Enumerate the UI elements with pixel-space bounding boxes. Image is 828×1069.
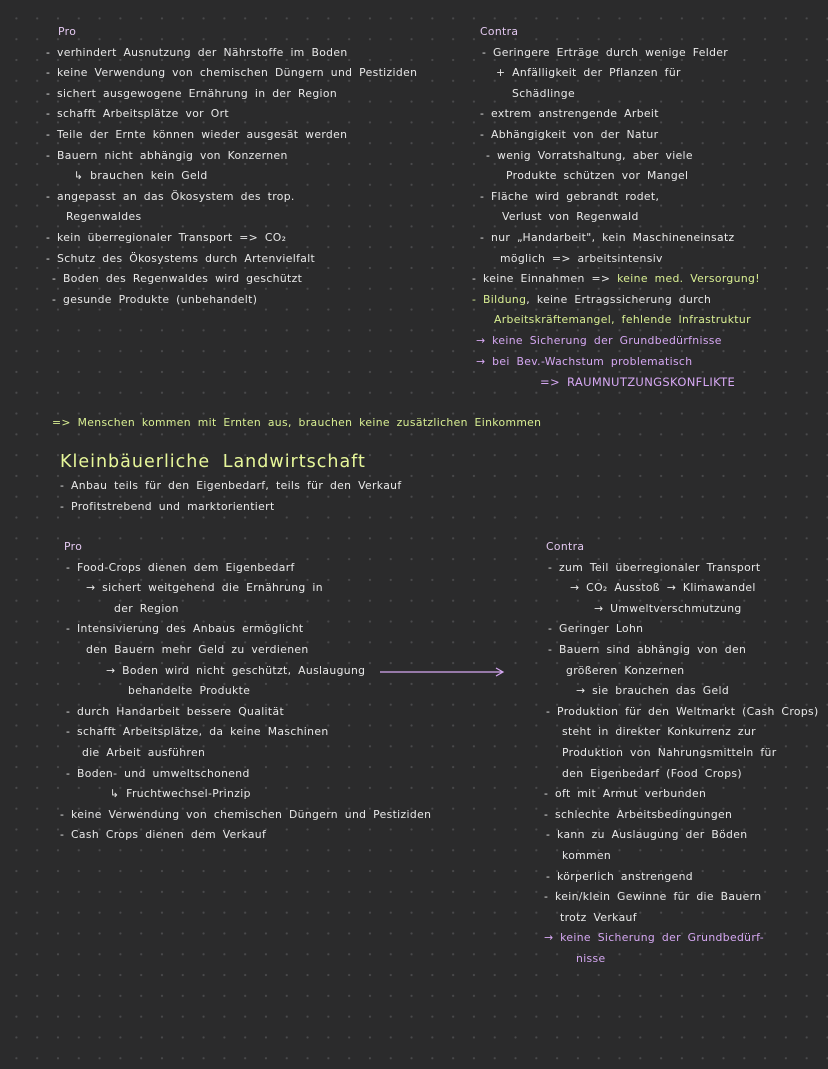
top-contra-item: - Abhängigkeit von der Natur [480, 127, 659, 141]
top-contra-continuation: Verlust von Regenwald [502, 210, 639, 224]
section-contra-continuation: kommen [562, 848, 612, 862]
top-contra-labor-shortage: Arbeitskräftemangel [494, 313, 612, 327]
section-pro-continuation: die Arbeit ausführen [82, 745, 206, 759]
section-pro-item: - Cash Crops dienen dem Verkauf [60, 828, 267, 842]
top-contra-infrastructure: , fehlende Infrastruktur [611, 313, 751, 327]
section-contra-item: - kein/klein Gewinne für die Bauern [544, 890, 762, 904]
top-pro-item: - Teile der Ernte können wieder ausgesät werden [46, 127, 348, 141]
top-contra-yield-security: , keine Ertragssicherung durch [526, 292, 712, 306]
top-contra-education: - Bildung [472, 292, 527, 306]
section-contra-item: - schlechte Arbeitsbedingungen [544, 807, 733, 821]
top-pro-item: - angepasst an das Ökosystem des trop. [46, 189, 295, 203]
top-contra-heading: Contra [480, 25, 519, 38]
section-pro-subitem: → Boden wird nicht geschützt, Auslaugung [106, 663, 366, 677]
section-contra-continuation: trotz Verkauf [560, 910, 637, 924]
section-pro-column [60, 537, 431, 846]
top-pro-column [46, 22, 417, 310]
section-contra-column [540, 537, 819, 969]
section-contra-item: - zum Teil überregionaler Transport [548, 560, 761, 574]
conclusion-text: Menschen kommen mit Ernten aus, brauchen keine zusätzlichen Einkommen [77, 416, 542, 429]
section-pro-item: - Intensivierung des Anbaus ermöglicht [66, 622, 304, 636]
section-contra-subitem: → Umweltverschmutzung [594, 601, 742, 615]
top-pro-item: - schafft Arbeitsplätze vor Ort [46, 107, 229, 121]
section-contra-item: - Bauern sind abhängig von den [548, 642, 747, 656]
top-pro-item: - kein überregionaler Transport => CO₂ [46, 230, 287, 244]
section-contra-heading: Contra [546, 540, 585, 553]
top-contra-item: - Geringere Erträge durch wenige Felder [482, 45, 729, 59]
section-contra-item: - körperlich anstrengend [546, 869, 693, 883]
section-pro-subitem: ↳ Fruchtwechsel-Prinzip [110, 787, 251, 801]
section-pro-heading: Pro [64, 540, 83, 553]
section-pro-item: - keine Verwendung von chemischen Düngern und Pestiziden [60, 807, 432, 821]
top-contra-continuation: Produkte schützen vor Mangel [506, 169, 689, 183]
conclusion-arrow: => [52, 416, 71, 429]
top-pro-item: - Boden des Regenwaldes wird geschützt [52, 272, 303, 286]
top-contra-item [472, 269, 760, 290]
section-contra-item: - Geringer Lohn [548, 622, 644, 636]
section-contra-continuation: steht in direkter Konkurrenz zur [562, 725, 756, 739]
top-contra-no-medical-care: keine med. Versorgung! [617, 272, 760, 286]
top-contra-arrow-population: → bei Bev.-Wachstum problematisch [476, 354, 693, 368]
top-contra-continuation [472, 310, 760, 331]
top-pro-item: - gesunde Produkte (unbehandelt) [52, 292, 258, 306]
section-contra-continuation: nisse [576, 951, 606, 965]
top-pro-item: - keine Verwendung von chemischen Düngern und Pestiziden [46, 66, 418, 80]
section-contra-item: - kann zu Auslaugung der Böden [546, 828, 748, 842]
top-contra-item [472, 290, 760, 311]
top-contra-item: - extrem anstrengende Arbeit [480, 107, 659, 121]
top-contra-item: - Fläche wird gebrandt rodet, [480, 189, 660, 203]
section-pro-item: - schafft Arbeitsplätze, da keine Maschinen [66, 725, 329, 739]
intro-item: - Profitstrebend und marktorientiert [60, 499, 275, 513]
conclusion-line [52, 413, 541, 434]
section-title: Kleinbäuerliche Landwirtschaft [60, 452, 366, 472]
section-contra-continuation: größeren Konzernen [566, 663, 685, 677]
top-contra-column [472, 22, 760, 393]
top-contra-item: + Anfälligkeit der Pflanzen für [496, 66, 681, 80]
top-pro-item: - verhindert Ausnutzung der Nährstoffe im Boden [46, 45, 348, 59]
section-intro [60, 476, 402, 517]
top-contra-item: - wenig Vorratshaltung, aber viele [486, 148, 693, 162]
section-contra-subitem: → sie brauchen das Geld [576, 684, 730, 698]
top-contra-land-use-conflicts: => RAUMNUTZUNGSKONFLIKTE [540, 375, 736, 390]
section-contra-continuation: den Eigenbedarf (Food Crops) [562, 766, 742, 780]
top-contra-continuation: Schädlinge [512, 86, 575, 100]
section-contra-continuation: Produktion von Nahrungsmitteln für [562, 745, 777, 759]
top-pro-item: - Schutz des Ökosystems durch Artenvielfalt [46, 251, 316, 265]
connector-arrow-icon [378, 666, 508, 678]
section-pro-item: - Food-Crops dienen dem Eigenbedarf [66, 560, 295, 574]
section-contra-subitem: → CO₂ Ausstoß → Klimawandel [570, 581, 756, 595]
section-contra-arrow-basic-needs: → keine Sicherung der Grundbedürf- [544, 931, 764, 945]
intro-item: - Anbau teils für den Eigenbedarf, teils für den Verkauf [60, 479, 402, 492]
top-contra-continuation: möglich => arbeitsintensiv [500, 251, 663, 265]
section-pro-continuation: der Region [114, 601, 179, 615]
top-pro-subitem: ↳ brauchen kein Geld [74, 169, 208, 183]
section-pro-item: - Boden- und umweltschonend [66, 766, 250, 780]
section-contra-item: - oft mit Armut verbunden [544, 787, 707, 801]
section-pro-continuation: behandelte Produkte [128, 684, 251, 698]
section-pro-item: - durch Handarbeit bessere Qualität [66, 704, 285, 718]
top-pro-continuation: Regenwaldes [66, 210, 142, 224]
section-pro-subitem: → sichert weitgehend die Ernährung in [86, 581, 323, 595]
top-contra-item: - nur „Handarbeit", kein Maschineneinsatz [480, 230, 735, 244]
section-contra-item: - Produktion für den Weltmarkt (Cash Crops) [546, 704, 819, 718]
section-pro-continuation: den Bauern mehr Geld zu verdienen [86, 642, 309, 656]
top-contra-arrow-basic-needs: → keine Sicherung der Grundbedürfnisse [476, 333, 722, 347]
top-contra-no-income: - keine Einnahmen => [472, 272, 611, 286]
top-pro-item: - Bauern nicht abhängig von Konzernen [46, 148, 288, 162]
top-pro-item: - sichert ausgewogene Ernährung in der Region [46, 86, 338, 100]
top-pro-heading: Pro [58, 25, 77, 38]
